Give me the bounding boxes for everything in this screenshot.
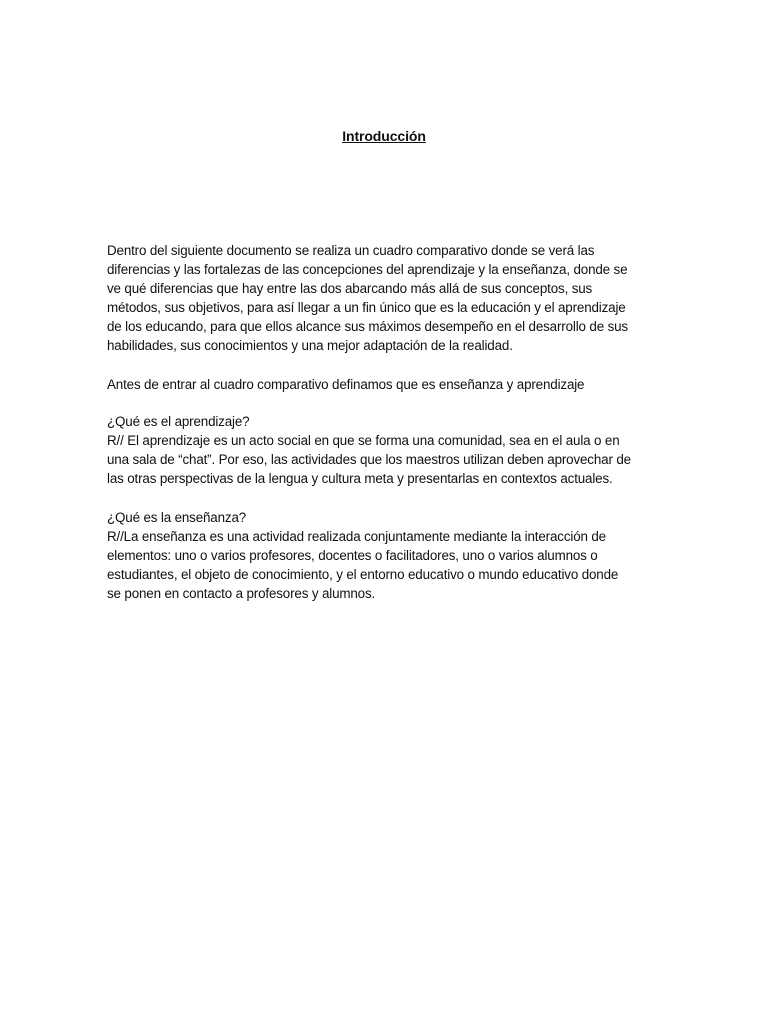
- text-line: habilidades, sus conocimientos y una mejor adaptación de la realidad.: [107, 338, 513, 354]
- paragraph-transition: [107, 375, 663, 394]
- text-line: una sala de “chat”. Por eso, las actividades que los maestros utilizan deben aprovechar de: [107, 452, 631, 468]
- text-line: Antes de entrar al cuadro comparativo definamos que es enseñanza y aprendizaje: [107, 377, 585, 392]
- text-line: de los educando, para que ellos alcance sus máximos desempeño en el desarrollo de sus: [107, 319, 628, 335]
- paragraph-ensenanza: [107, 508, 663, 603]
- text-line: Dentro del siguiente documento se realiza un cuadro comparativo donde se verá las: [107, 243, 595, 258]
- text-line: ve qué diferencias que hay entre las dos abarcando más allá de sus conceptos, sus: [107, 281, 593, 297]
- text-line: R//La enseñanza es una actividad realizada conjuntamente mediante la interacción de: [107, 529, 606, 545]
- text-line: R// El aprendizaje es un acto social en que se forma una comunidad, sea en el aula o en: [107, 433, 620, 449]
- document-title: Introducción: [342, 128, 426, 144]
- question-heading: ¿Qué es la enseñanza?: [107, 510, 247, 525]
- paragraph-aprendizaje: [107, 412, 663, 488]
- text-line: se ponen en contacto a profesores y alumnos.: [107, 586, 376, 602]
- text-line: las otras perspectivas de la lengua y cultura meta y presentarlas en contextos actuales.: [107, 471, 613, 487]
- text-line: métodos, sus objetivos, para así llegar a un fin único que es la educación y el aprendizaje: [107, 300, 626, 316]
- question-heading: ¿Qué es el aprendizaje?: [107, 414, 250, 429]
- text-line: estudiantes, el objeto de conocimiento, y el entorno educativo o mundo educativo donde: [107, 567, 619, 583]
- text-line: diferencias y las fortalezas de las concepciones del aprendizaje y la enseñanza, donde se: [107, 262, 628, 278]
- text-line: elementos: uno o varios profesores, docentes o facilitadores, uno o varios alumnos o: [107, 548, 598, 564]
- paragraph-introduction: [107, 241, 663, 356]
